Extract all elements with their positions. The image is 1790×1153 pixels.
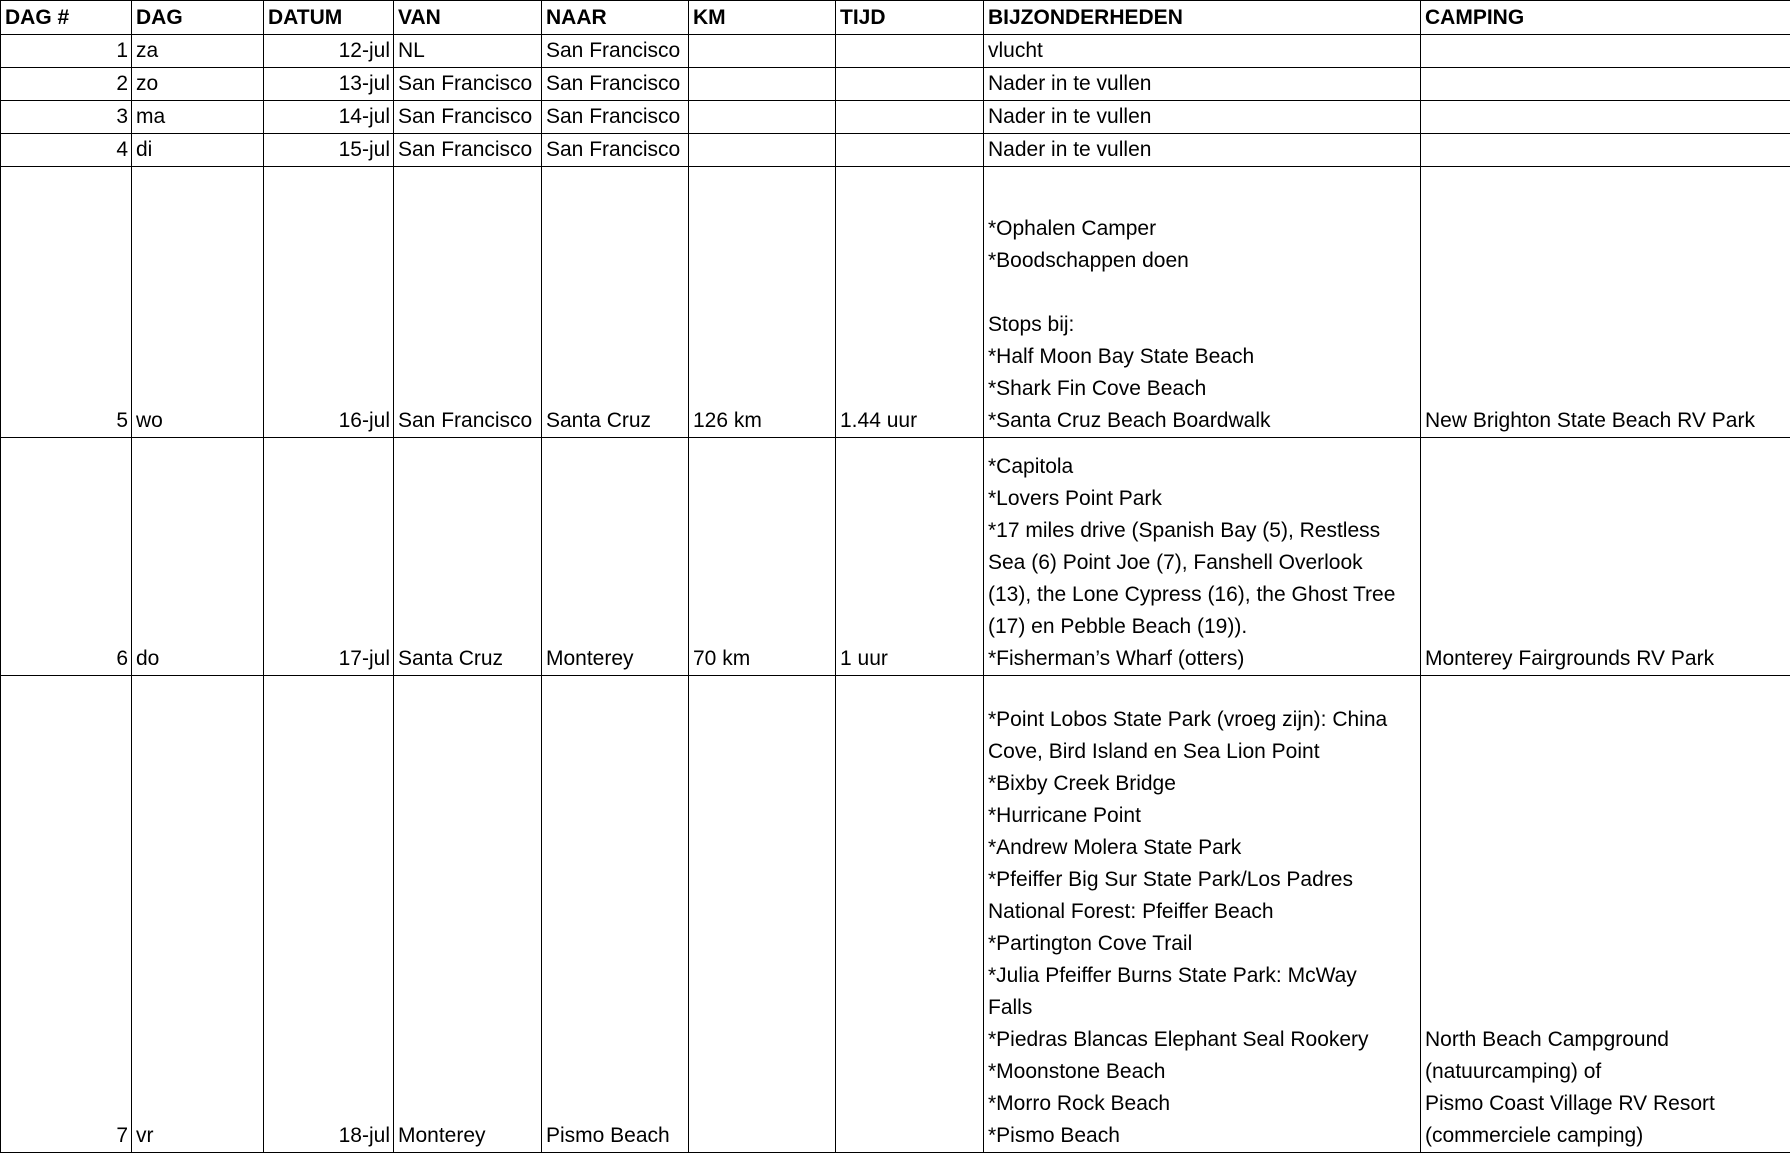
cell-van[interactable]: San Francisco: [394, 68, 542, 101]
cell-camping[interactable]: [1421, 167, 1790, 438]
camping-line: Monterey Fairgrounds RV Park: [1425, 643, 1787, 675]
detail-line: Falls: [988, 992, 1417, 1024]
detail-line: *Pfeiffer Big Sur State Park/Los Padres: [988, 864, 1417, 896]
detail-line: *Fisherman’s Wharf (otters): [988, 643, 1417, 675]
header-naar[interactable]: NAAR: [542, 1, 689, 35]
cell-camping[interactable]: [1421, 676, 1790, 1153]
detail-line: (13), the Lone Cypress (16), the Ghost Tree: [988, 579, 1417, 611]
cell-naar[interactable]: Santa Cruz: [542, 167, 689, 438]
detail-line: National Forest: Pfeiffer Beach: [988, 896, 1417, 928]
cell-datum[interactable]: 16-jul: [264, 167, 394, 438]
table-row: [1, 134, 1790, 167]
header-datum[interactable]: DATUM: [264, 1, 394, 35]
cell-details[interactable]: [984, 167, 1421, 438]
detail-line: *Santa Cruz Beach Boardwalk: [988, 405, 1417, 437]
cell-nr[interactable]: 3: [1, 101, 132, 134]
cell-tijd[interactable]: [836, 676, 984, 1153]
cell-details[interactable]: Nader in te vullen: [984, 68, 1421, 101]
table-row: [1, 101, 1790, 134]
cell-details[interactable]: [984, 438, 1421, 676]
camping-line: (natuurcamping) of: [1425, 1056, 1787, 1088]
cell-van[interactable]: San Francisco: [394, 101, 542, 134]
cell-van[interactable]: San Francisco: [394, 134, 542, 167]
cell-camping[interactable]: [1421, 35, 1790, 68]
cell-tijd[interactable]: [836, 101, 984, 134]
cell-van[interactable]: Santa Cruz: [394, 438, 542, 676]
header-van[interactable]: VAN: [394, 1, 542, 35]
cell-datum[interactable]: 18-jul: [264, 676, 394, 1153]
detail-line: *Boodschappen doen: [988, 245, 1417, 277]
header-bijzonderheden[interactable]: BIJZONDERHEDEN: [984, 1, 1421, 35]
cell-camping[interactable]: [1421, 438, 1790, 676]
detail-line: *17 miles drive (Spanish Bay (5), Restless: [988, 515, 1417, 547]
header-dag[interactable]: DAG: [132, 1, 264, 35]
cell-camping[interactable]: [1421, 68, 1790, 101]
cell-tijd[interactable]: 1 uur: [836, 438, 984, 676]
detail-line: Stops bij:: [988, 309, 1417, 341]
detail-line: (17) en Pebble Beach (19)).: [988, 611, 1417, 643]
cell-naar[interactable]: Pismo Beach: [542, 676, 689, 1153]
camping-line: North Beach Campground: [1425, 1024, 1787, 1056]
cell-nr[interactable]: 5: [1, 167, 132, 438]
detail-line: [988, 277, 1417, 309]
cell-van[interactable]: San Francisco: [394, 167, 542, 438]
detail-line: *Point Lobos State Park (vroeg zijn): China: [988, 704, 1417, 736]
cell-nr[interactable]: 1: [1, 35, 132, 68]
cell-dag[interactable]: wo: [132, 167, 264, 438]
detail-line: *Lovers Point Park: [988, 483, 1417, 515]
camping-line: Pismo Coast Village RV Resort: [1425, 1088, 1787, 1120]
cell-nr[interactable]: 7: [1, 676, 132, 1153]
cell-camping[interactable]: [1421, 134, 1790, 167]
cell-dag[interactable]: zo: [132, 68, 264, 101]
table-row: [1, 438, 1790, 676]
cell-van[interactable]: Monterey: [394, 676, 542, 1153]
cell-details[interactable]: vlucht: [984, 35, 1421, 68]
detail-line: *Partington Cove Trail: [988, 928, 1417, 960]
cell-tijd[interactable]: [836, 68, 984, 101]
cell-km[interactable]: [689, 35, 836, 68]
cell-km[interactable]: [689, 68, 836, 101]
cell-km[interactable]: [689, 101, 836, 134]
cell-datum[interactable]: 14-jul: [264, 101, 394, 134]
detail-line: *Shark Fin Cove Beach: [988, 373, 1417, 405]
header-row: [1, 1, 1790, 35]
cell-naar[interactable]: Monterey: [542, 438, 689, 676]
cell-km[interactable]: [689, 134, 836, 167]
cell-km[interactable]: [689, 676, 836, 1153]
cell-dag[interactable]: vr: [132, 676, 264, 1153]
cell-naar[interactable]: San Francisco: [542, 68, 689, 101]
detail-line: *Capitola: [988, 451, 1417, 483]
cell-dag[interactable]: ma: [132, 101, 264, 134]
cell-tijd[interactable]: [836, 35, 984, 68]
detail-line: Sea (6) Point Joe (7), Fanshell Overlook: [988, 547, 1417, 579]
detail-line: *Hurricane Point: [988, 800, 1417, 832]
detail-line: *Morro Rock Beach: [988, 1088, 1417, 1120]
cell-tijd[interactable]: [836, 134, 984, 167]
cell-details[interactable]: Nader in te vullen: [984, 101, 1421, 134]
cell-datum[interactable]: 15-jul: [264, 134, 394, 167]
cell-naar[interactable]: San Francisco: [542, 101, 689, 134]
table-row: [1, 676, 1790, 1153]
cell-nr[interactable]: 4: [1, 134, 132, 167]
detail-line: *Half Moon Bay State Beach: [988, 341, 1417, 373]
cell-datum[interactable]: 12-jul: [264, 35, 394, 68]
detail-line: *Moonstone Beach: [988, 1056, 1417, 1088]
header-km[interactable]: KM: [689, 1, 836, 35]
detail-line: Cove, Bird Island en Sea Lion Point: [988, 736, 1417, 768]
cell-camping[interactable]: [1421, 101, 1790, 134]
header-tijd[interactable]: TIJD: [836, 1, 984, 35]
table-row: [1, 68, 1790, 101]
cell-nr[interactable]: 2: [1, 68, 132, 101]
detail-line: *Pismo Beach: [988, 1120, 1417, 1152]
detail-line: *Andrew Molera State Park: [988, 832, 1417, 864]
cell-nr[interactable]: 6: [1, 438, 132, 676]
header-camping[interactable]: CAMPING: [1421, 1, 1790, 35]
detail-line: *Bixby Creek Bridge: [988, 768, 1417, 800]
cell-dag[interactable]: do: [132, 438, 264, 676]
cell-naar[interactable]: San Francisco: [542, 35, 689, 68]
cell-details[interactable]: Nader in te vullen: [984, 134, 1421, 167]
table-row: [1, 35, 1790, 68]
camping-line: (commerciele camping): [1425, 1120, 1787, 1152]
cell-dag[interactable]: di: [132, 134, 264, 167]
cell-van[interactable]: NL: [394, 35, 542, 68]
detail-line: *Ophalen Camper: [988, 213, 1417, 245]
header-dag-nr[interactable]: DAG #: [1, 1, 132, 35]
detail-line: *Julia Pfeiffer Burns State Park: McWay: [988, 960, 1417, 992]
table-row: [1, 167, 1790, 438]
cell-km[interactable]: 126 km: [689, 167, 836, 438]
camping-line: New Brighton State Beach RV Park: [1425, 405, 1787, 437]
cell-details[interactable]: [984, 676, 1421, 1153]
detail-line: *Piedras Blancas Elephant Seal Rookery: [988, 1024, 1417, 1056]
cell-datum[interactable]: 13-jul: [264, 68, 394, 101]
cell-naar[interactable]: San Francisco: [542, 134, 689, 167]
cell-datum[interactable]: 17-jul: [264, 438, 394, 676]
cell-tijd[interactable]: 1.44 uur: [836, 167, 984, 438]
cell-dag[interactable]: za: [132, 35, 264, 68]
cell-km[interactable]: 70 km: [689, 438, 836, 676]
